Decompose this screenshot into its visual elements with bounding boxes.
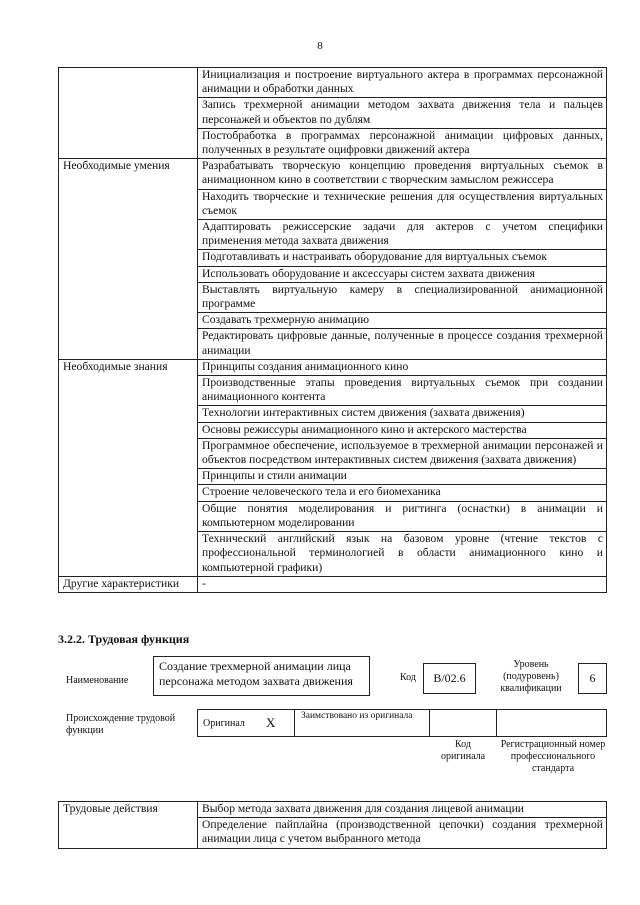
original-mark: X — [266, 715, 276, 730]
table-row — [59, 68, 607, 98]
item-cell: Принципы и стили анимации — [198, 469, 607, 485]
item-cell: Находить творческие и технические решения для осуществления виртуальных съемок — [198, 189, 607, 219]
reg-number-cell — [496, 709, 607, 737]
competency-table — [58, 67, 607, 593]
item-cell: Строение человеческого тела и его биомеханика — [198, 485, 607, 501]
item-cell: Использовать оборудование и аксессуары систем захвата движения — [198, 266, 607, 282]
category-cell: Необходимые умения — [59, 159, 198, 360]
item-cell: Инициализация и построение виртуального актера в программах персонажной анимации и обработки данных — [198, 68, 607, 98]
item-cell: Определение пайплайна (производственной цепочки) создания трехмерной анимации лица с учетом выбранного метода — [198, 818, 607, 848]
item-cell: Выбор метода захвата движения для создания лицевой анимации — [198, 802, 607, 818]
table-row — [59, 576, 607, 592]
table-row — [59, 802, 607, 818]
name-label: Наименование — [66, 675, 129, 686]
original-label: Оригинал — [203, 718, 245, 729]
item-cell: Основы режиссуры анимационного кино и актерского мастерства — [198, 422, 607, 438]
origin-code-caption: Код оригинала — [440, 739, 486, 762]
item-cell: Запись трехмерной анимации методом захвата движения тела и пальцев персонажей и объектов по дублям — [198, 98, 607, 128]
item-cell: Технический английский язык на базовом уровне (чтение текстов с профессиональной терминологией в области анимационного кино и компьютерной графики) — [198, 532, 607, 577]
item-cell: Выставлять виртуальную камеру в специализированной анимационной программе — [198, 282, 607, 312]
item-cell: Технологии интерактивных систем движения (захвата движения) — [198, 406, 607, 422]
code-label: Код — [400, 672, 416, 683]
category-cell: Другие характеристики — [59, 576, 198, 592]
category-cell — [59, 68, 198, 159]
labor-actions-table — [58, 801, 607, 849]
item-cell: Принципы создания анимационного кино — [198, 359, 607, 375]
item-cell: Общие понятия моделирования и ригтинга (оснастки) в анимации и компьютерном моделировании — [198, 501, 607, 531]
name-value: Создание трехмерной анимации лица персонажа методом захвата движения — [153, 656, 370, 696]
item-cell: Подготавливать и настраивать оборудование для виртуальных съемок — [198, 250, 607, 266]
category-cell: Необходимые знания — [59, 359, 198, 576]
borrowed-cell — [294, 709, 430, 737]
original-cell — [197, 709, 295, 737]
reg-number-caption: Регистрационный номер профессионального стандарта — [500, 739, 606, 774]
origin-label: Происхождение трудовой функции — [66, 713, 176, 736]
code-value: B/02.6 — [423, 663, 476, 694]
category-cell: Трудовые действия — [59, 802, 198, 849]
item-cell: - — [198, 576, 607, 592]
level-label: Уровень (подуровень) квалификации — [500, 659, 562, 694]
table-row — [59, 159, 607, 189]
item-cell: Адаптировать режиссерские задачи для актеров с учетом специфики применения метода захвата движения — [198, 220, 607, 250]
level-value: 6 — [578, 663, 607, 694]
origin-code-cell — [429, 709, 497, 737]
item-cell: Разрабатывать творческую концепцию проведения виртуальных съемок в анимационном кино в соответствии с творческим замыслом режиссера — [198, 159, 607, 189]
section-title: 3.2.2. Трудовая функция — [58, 632, 190, 646]
item-cell: Программное обеспечение, используемое в трехмерной анимации персонажей и объектов посредством интерактивных систем движения (захвата движения) — [198, 438, 607, 468]
table-row — [59, 359, 607, 375]
item-cell: Производственные этапы проведения виртуальных съемок при создании анимационного контента — [198, 376, 607, 406]
item-cell: Создавать трехмерную анимацию — [198, 313, 607, 329]
item-cell: Постобработка в программах персонажной анимации цифровых данных, полученных в результате оцифровки движений актера — [198, 128, 607, 158]
page-number: 8 — [317, 40, 323, 52]
borrowed-label: Заимствовано из оригинала — [301, 711, 413, 721]
item-cell: Редактировать цифровые данные, полученные в процессе создания трехмерной анимации — [198, 329, 607, 359]
